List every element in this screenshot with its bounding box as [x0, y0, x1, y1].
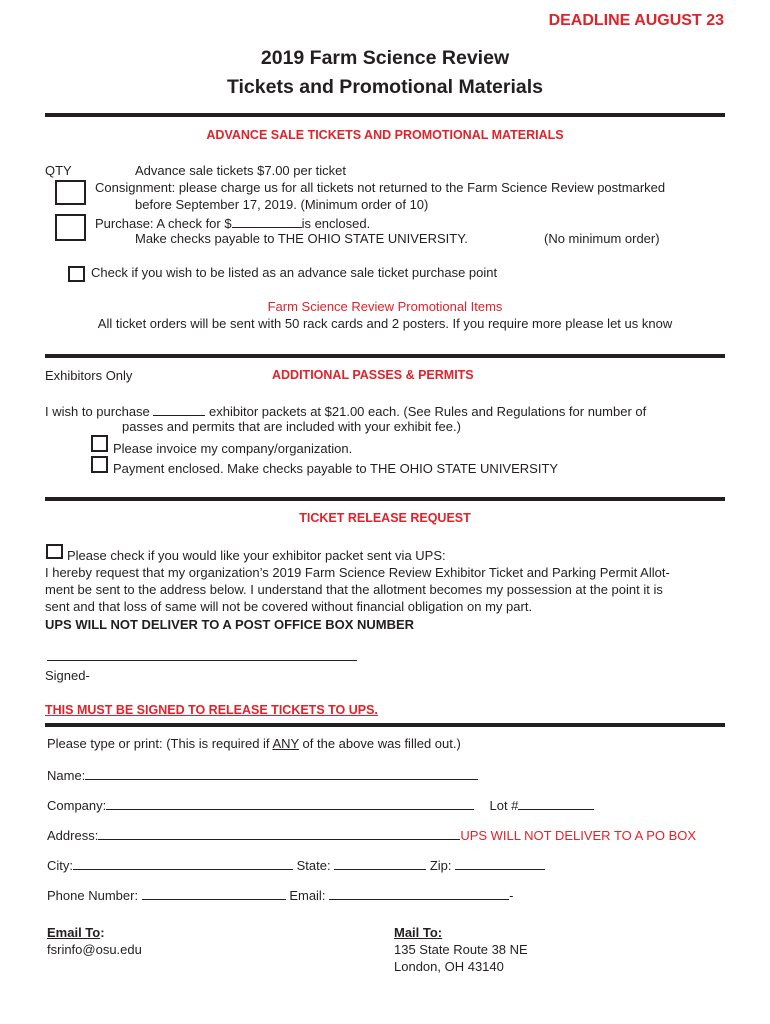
email-label: Email: [289, 888, 326, 903]
instruction-prefix: Please type or print: (This is required if [47, 736, 273, 751]
passes-permits-heading: ADDITIONAL PASSES & PERMITS [272, 368, 474, 382]
must-sign-warning: THIS MUST BE SIGNED TO RELEASE TICKETS TO UPS. [45, 703, 378, 717]
payment-enclosed-checkbox[interactable] [91, 456, 108, 473]
ups-po-box-warning: UPS WILL NOT DELIVER TO A POST OFFICE BOX NUMBER [45, 617, 415, 632]
ticket-price-text: Advance sale tickets $7.00 per ticket [135, 163, 347, 178]
address-label: Address: [47, 828, 99, 843]
company-field[interactable] [106, 796, 474, 810]
city-label: City: [47, 858, 73, 873]
consignment-text-line2: before September 17, 2019. (Minimum order of 10) [135, 197, 429, 212]
email-field[interactable] [329, 886, 509, 900]
consignment-qty-box[interactable] [55, 180, 86, 205]
ups-checkbox[interactable] [46, 544, 63, 559]
release-paragraph-line1: I hereby request that my organization’s 2019 Farm Science Review Exhibitor Ticket and Parking Permit Allot- [45, 565, 670, 580]
lot-field[interactable] [518, 796, 594, 810]
promo-items-heading: Farm Science Review Promotional Items [267, 299, 503, 314]
ups-checkbox-label: Please check if you would like your exhibitor packet sent via UPS: [67, 548, 446, 563]
exhibitor-packets-line [45, 402, 646, 419]
email-trailer: - [509, 888, 514, 903]
instruction-suffix: of the above was filled out.) [298, 736, 461, 751]
ticket-release-heading: TICKET RELEASE REQUEST [299, 511, 471, 525]
page-subtitle: Tickets and Promotional Materials [226, 76, 544, 98]
qty-label: QTY [45, 163, 72, 178]
promo-items-note: All ticket orders will be sent with 50 rack cards and 2 posters. If you require more please let us know [97, 316, 673, 331]
consignment-text-line1: Consignment: please charge us for all tickets not returned to the Farm Science Review postmarked [95, 180, 666, 195]
wish-prefix: I wish to purchase [45, 404, 150, 419]
company-label: Company: [47, 798, 107, 813]
name-label: Name: [47, 768, 86, 783]
purchase-prefix: Purchase: A check for $ [95, 216, 232, 231]
signed-label: Signed- [45, 668, 90, 683]
mail-city: London, OH 43140 [394, 959, 504, 974]
payment-enclosed-label: Payment enclosed. Make checks payable to THE OHIO STATE UNIVERSITY [113, 461, 559, 476]
release-paragraph-line2: ment be sent to the address below. I understand that the allotment becomes my possession at the point it is [45, 582, 663, 597]
section-divider [45, 113, 725, 117]
phone-email-row [47, 886, 513, 903]
signature-line[interactable] [47, 660, 357, 661]
state-label: State: [296, 858, 331, 873]
wish-suffix: exhibitor packets at $21.00 each. (See Rules and Regulations for number of [209, 404, 647, 419]
page-title: 2019 Farm Science Review [260, 47, 510, 69]
release-paragraph-line3: sent and that loss of same will not be covered without financial obligation on my part. [45, 599, 533, 614]
no-minimum-text: (No minimum order) [544, 231, 660, 246]
section-divider [45, 497, 725, 501]
instruction-any: ANY [272, 736, 299, 751]
purchase-qty-box[interactable] [55, 214, 86, 241]
purchase-point-label: Check if you wish to be listed as an advance sale ticket purchase point [91, 265, 498, 280]
lot-label: Lot # [489, 798, 519, 813]
po-box-warning: UPS WILL NOT DELIVER TO A PO BOX [460, 828, 697, 843]
packet-count-field[interactable] [153, 402, 205, 416]
print-instruction [47, 736, 461, 751]
mail-street: 135 State Route 38 NE [394, 942, 528, 957]
zip-label: Zip: [429, 858, 452, 873]
phone-label: Phone Number: [47, 888, 139, 903]
address-field[interactable] [98, 826, 460, 840]
purchase-suffix: is enclosed. [301, 216, 371, 231]
advance-sale-heading: ADVANCE SALE TICKETS AND PROMOTIONAL MATERIALS [206, 128, 564, 142]
name-row [47, 766, 478, 783]
purchase-point-checkbox[interactable] [68, 266, 85, 282]
city-field[interactable] [73, 856, 293, 870]
section-divider [45, 723, 725, 727]
exhibitors-only-label: Exhibitors Only [45, 368, 133, 383]
company-row [47, 796, 594, 813]
phone-field[interactable] [142, 886, 286, 900]
check-amount-field[interactable] [232, 214, 302, 228]
invoice-label: Please invoice my company/organization. [113, 441, 353, 456]
section-divider [45, 354, 725, 358]
exhibitor-packets-line2: passes and permits that are included with your exhibit fee.) [122, 419, 461, 434]
city-row [47, 856, 545, 873]
name-field[interactable] [85, 766, 478, 780]
email-address[interactable]: fsrinfo@osu.edu [47, 942, 142, 957]
purchase-line [95, 214, 370, 231]
invoice-checkbox[interactable] [91, 435, 108, 452]
email-to-colon: : [100, 925, 105, 940]
state-field[interactable] [334, 856, 426, 870]
email-to-heading [47, 925, 105, 940]
address-row [47, 826, 696, 843]
payable-text: Make checks payable to THE OHIO STATE UNIVERSITY. [135, 231, 468, 246]
email-to-label: Email To [47, 925, 101, 940]
zip-field[interactable] [455, 856, 545, 870]
mail-to-label: Mail To: [394, 925, 443, 940]
deadline-banner: DEADLINE AUGUST 23 [548, 12, 724, 29]
